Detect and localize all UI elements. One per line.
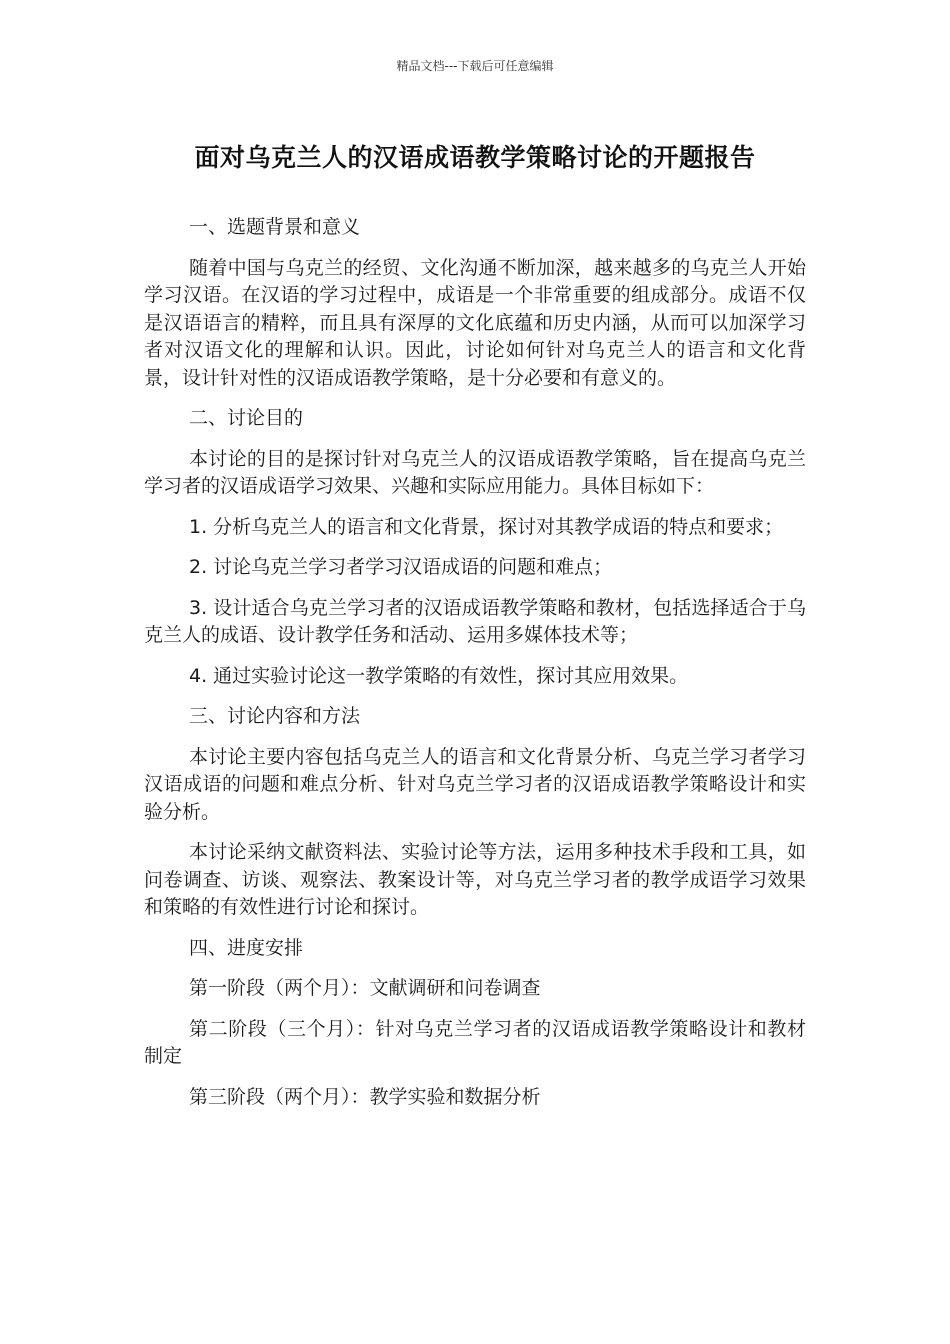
paragraph-content: 本讨论主要内容包括乌克兰人的语言和文化背景分析、乌克兰学习者学习汉语成语的问题和难点分析、针对乌克兰学习者的汉语成语教学策略设计和实验分析。 (144, 745, 806, 823)
document-title: 面对乌克兰人的汉语成语教学策略讨论的开题报告 (194, 143, 756, 172)
schedule-stage-3: 第三阶段（两个月）：教学实验和数据分析 (189, 1085, 541, 1108)
section-heading-purpose: 二、讨论目的 (189, 407, 304, 429)
paragraph-background: 随着中国与乌克兰的经贸、文化沟通不断加深，越来越多的乌克兰人开始学习汉语。在汉语的学习过程中，成语是一个非常重要的组成部分。成语不仅是汉语语言的精粹，而且具有深厚的文化底蕴和历史内涵，从而可以加深学习者对汉语文化的理解和认识。因此，讨论如何针对乌克兰人的语言和文化背景，设计针对性的汉语成语教学策略，是十分必要和有意义的。 (144, 256, 806, 389)
section-heading-background: 一、选题背景和意义 (189, 216, 361, 238)
document-body (144, 214, 806, 1124)
schedule-stage-2: 第二阶段（三个月）：针对乌克兰学习者的汉语成语教学策略设计和教材制定 (144, 1017, 806, 1067)
list-item-goal-4: 4. 通过实验讨论这一教学策略的有效性，探讨其应用效果。 (189, 664, 689, 687)
list-item-goal-3: 3. 设计适合乌克兰学习者的汉语成语教学策略和教材，包括选择适合于乌克兰人的成语、设计教学任务和活动、运用多媒体技术等； (144, 596, 806, 646)
paragraph-method: 本讨论采纳文献资料法、实验讨论等方法，运用多种技术手段和工具，如问卷调查、访谈、观察法、教案设计等，对乌克兰学习者的教学成语学习效果和策略的有效性进行讨论和探讨。 (144, 841, 806, 918)
section-heading-schedule: 四、进度安排 (189, 936, 304, 959)
list-item-goal-1: 1. 分析乌克兰人的语言和文化背景，探讨对其教学成语的特点和要求； (189, 515, 784, 538)
paragraph-purpose: 本讨论的目的是探讨针对乌克兰人的汉语成语教学策略，旨在提高乌克兰学习者的汉语成语学习效果、兴趣和实际应用能力。具体目标如下： (144, 447, 806, 497)
list-item-goal-2: 2. 讨论乌克兰学习者学习汉语成语的问题和难点； (189, 556, 613, 578)
schedule-stage-1: 第一阶段（两个月）：文献调研和问卷调查 (189, 977, 541, 999)
page-header-note: 精品文档---下载后可任意编辑 (396, 59, 554, 73)
section-heading-content-method: 三、讨论内容和方法 (189, 705, 361, 727)
